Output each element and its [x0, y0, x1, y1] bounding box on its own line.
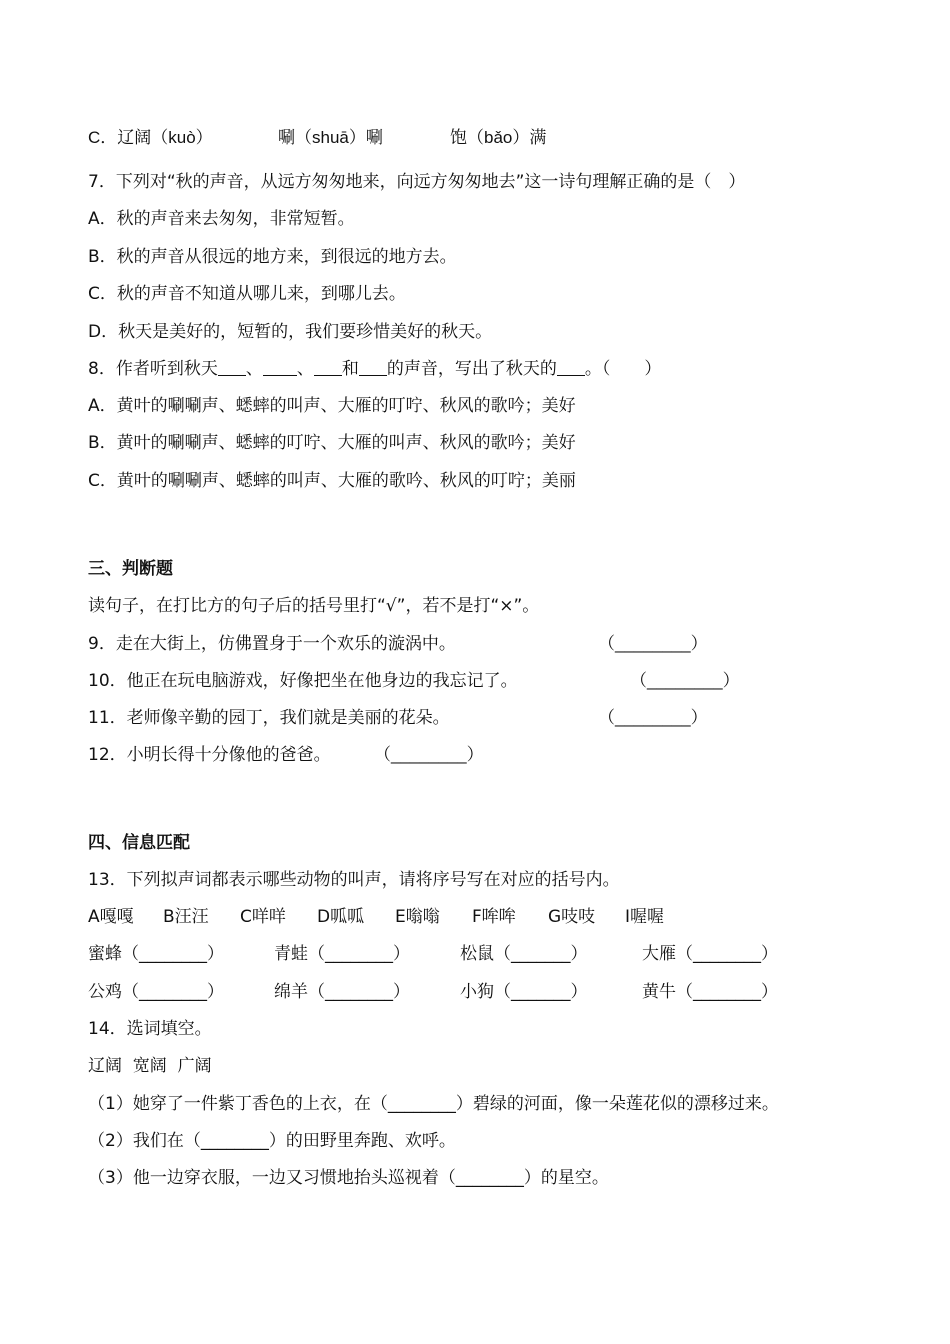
q9-answer-blank[interactable]: （________）	[598, 634, 708, 653]
q8-blank-1[interactable]	[218, 358, 246, 376]
q13-option-i: I喔喔	[625, 907, 665, 927]
q8-option-c: C．黄叶的唰唰声、蟋蟀的叫声、大雁的歌吟、秋风的叮咛；美丽	[88, 471, 576, 491]
q14-sentence-3: （3）他一边穿衣服，一边又习惯地抬头巡视着（________）的星空。	[88, 1168, 609, 1188]
q13-option-d: D呱呱	[317, 907, 365, 927]
q6-option-c-part1: C．辽阔（kuò）	[88, 128, 213, 147]
q7-stem: 7．下列对“秋的声音，从远方匆匆地来，向远方匆匆地去”这一诗句理解正确的是（ ）	[88, 172, 746, 192]
section-3-title: 三、判断题	[88, 559, 173, 579]
section-3-instructions: 读句子，在打比方的句子后的括号里打“√”，若不是打“×”。	[88, 596, 540, 616]
section-4-title: 四、信息匹配	[88, 833, 190, 853]
q6-option-c-part2: 唰（shuā）唰	[278, 128, 383, 147]
q8-blank-2[interactable]	[263, 358, 297, 376]
q12-answer-blank[interactable]: （________）	[374, 745, 484, 764]
q13-blank-puppy[interactable]: 小狗（_______）	[460, 982, 588, 1002]
q6-option-c-part3: 饱（bǎo）满	[450, 128, 547, 147]
q13-blank-bee[interactable]: 蜜蜂（________）	[88, 944, 224, 964]
q11-text: 11．老师像辛勤的园丁，我们就是美丽的花朵。	[88, 708, 450, 728]
q8-blank-3[interactable]	[314, 358, 342, 376]
q8-blank-5[interactable]	[557, 358, 585, 376]
q13-blank-goose[interactable]: 大雁（________）	[642, 944, 778, 964]
q13-blank-frog[interactable]: 青蛙（________）	[274, 944, 410, 964]
q14-sentence-1: （1）她穿了一件紫丁香色的上衣，在（________）碧绿的河面，像一朵莲花似的漂移过来。	[88, 1094, 779, 1114]
q14-stem: 14．选词填空。	[88, 1019, 212, 1039]
q7-option-c: C．秋的声音不知道从哪儿来，到哪儿去。	[88, 284, 406, 304]
q13-blank-squirrel[interactable]: 松鼠（_______）	[460, 944, 588, 964]
q12-text: 12．小明长得十分像他的爸爸。	[88, 745, 331, 765]
q13-stem: 13．下列拟声词都表示哪些动物的叫声，请将序号写在对应的括号内。	[88, 870, 620, 890]
q14-word-bank: 辽阔 宽阔 广阔	[88, 1056, 212, 1076]
q13-option-g: G吱吱	[548, 907, 596, 927]
q8-stem-text-4: 和	[341, 359, 359, 379]
q8-stem-text-1: 8．作者听到秋天	[88, 359, 218, 379]
q13-option-c: C咩咩	[240, 907, 286, 927]
q7-option-b: B．秋的声音从很远的地方来，到很远的地方去。	[88, 247, 457, 267]
q7-option-a: A．秋的声音来去匆匆，非常短暂。	[88, 209, 355, 229]
q13-blank-sheep[interactable]: 绵羊（________）	[274, 982, 410, 1002]
q8-stem-text-6: 。（ ）	[584, 359, 662, 379]
q8-stem-text-5: 的声音，写出了秋天的	[386, 359, 557, 379]
q13-option-f: F哞哞	[472, 907, 516, 927]
q13-blank-rooster[interactable]: 公鸡（________）	[88, 982, 224, 1002]
q10-text: 10．他正在玩电脑游戏，好像把坐在他身边的我忘记了。	[88, 671, 518, 691]
q13-blank-ox[interactable]: 黄牛（________）	[642, 982, 778, 1002]
q14-sentence-2: （2）我们在（________）的田野里奔跑、欢呼。	[88, 1131, 456, 1151]
q13-option-b: B汪汪	[163, 907, 209, 927]
q13-option-e: E嗡嗡	[395, 907, 440, 927]
q8-stem-text-2: 、	[245, 359, 263, 379]
q8-stem	[88, 357, 661, 381]
q13-option-a: A嘎嘎	[88, 907, 134, 927]
q8-blank-4[interactable]	[359, 358, 387, 376]
q8-option-b: B．黄叶的唰唰声、蟋蟀的叮咛、大雁的叫声、秋风的歌吟；美好	[88, 433, 576, 453]
q11-answer-blank[interactable]: （________）	[598, 708, 708, 727]
q9-text: 9．走在大街上，仿佛置身于一个欢乐的漩涡中。	[88, 634, 456, 654]
q8-stem-text-3: 、	[296, 359, 314, 379]
q7-option-d: D．秋天是美好的，短暂的，我们要珍惜美好的秋天。	[88, 322, 493, 342]
q8-option-a: A．黄叶的唰唰声、蟋蟀的叫声、大雁的叮咛、秋风的歌吟；美好	[88, 396, 576, 416]
q10-answer-blank[interactable]: （________）	[630, 671, 740, 690]
